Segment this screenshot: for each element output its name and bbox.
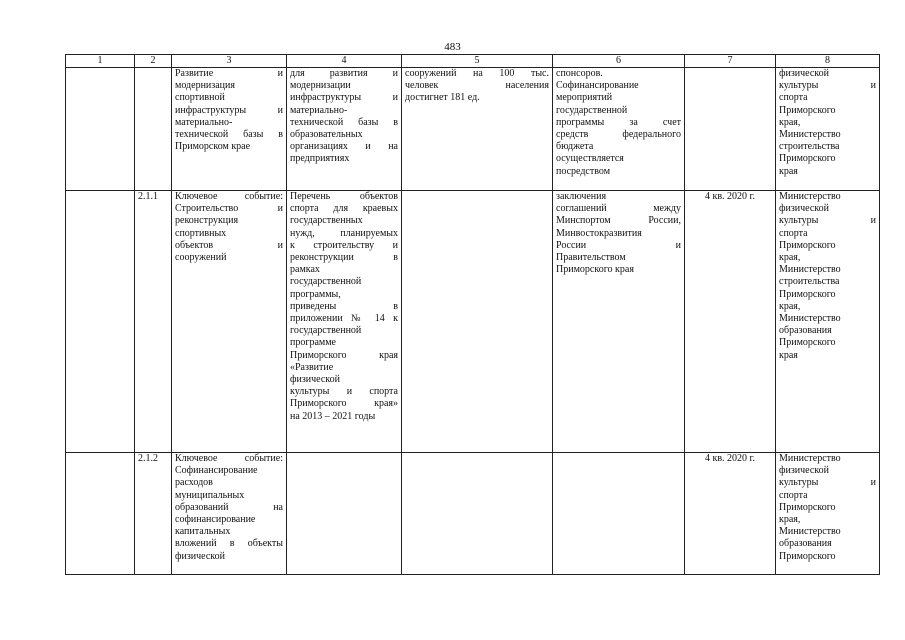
cell-line: к строительству и [290, 239, 398, 251]
table-row [66, 453, 880, 575]
cell-line: Министерство [779, 453, 841, 464]
notes-cell [287, 453, 402, 575]
financing-cell [553, 68, 685, 191]
cell-line: программы, [290, 288, 341, 300]
cell-line: реконструкции в [290, 252, 398, 264]
cell-line: Приморского [779, 153, 836, 165]
cell-line: человек населения [405, 80, 549, 92]
notes-cell [287, 68, 402, 191]
cell-line: строительства [779, 141, 840, 153]
cell-line: Приморского [779, 288, 836, 300]
table-row [66, 191, 880, 453]
cell-line: на 2013 – 2021 годы [290, 410, 376, 422]
cell-line: софинансирование [175, 514, 256, 526]
cell-line: спорта [779, 92, 808, 104]
responsible-cell [776, 68, 880, 191]
cell-line: спорта [779, 489, 808, 501]
cell-line: культуры и [779, 215, 876, 227]
cell-line: Приморского края [556, 264, 634, 276]
cell-line: Приморского края [290, 349, 398, 361]
cell-line: физической [779, 68, 829, 79]
cell-line: вложений в объекты [175, 538, 283, 550]
column-header: 1 [66, 55, 135, 68]
cell-line: образования [779, 538, 832, 550]
cell-line: осуществляется [556, 153, 624, 165]
event-cell [172, 68, 287, 191]
cell-line: Ключевое событие: [175, 453, 283, 464]
cell-line: Софинансирование [175, 465, 258, 477]
cell-line: Приморского [779, 501, 836, 513]
plan-table [65, 54, 880, 575]
cell-line: технической базы в [290, 116, 398, 128]
cell-line: физической [779, 465, 829, 477]
cell-line: края, [779, 514, 801, 526]
cell-line: Перечень объектов [290, 191, 398, 202]
cell-line: Приморского [779, 104, 836, 116]
financing-cell [553, 453, 685, 575]
cell-line: Министерство [779, 313, 841, 325]
cell-line: рамках [290, 264, 320, 276]
cell-line: Приморском крае [175, 141, 251, 153]
cell-line: реконструкция [175, 215, 239, 227]
cell-line: Строительство и [175, 203, 283, 215]
row-number: 2.1.1 [135, 191, 172, 453]
column-header: 2 [135, 55, 172, 68]
cell-line: модернизация [175, 80, 235, 92]
cell-line: организациях и на [290, 141, 398, 153]
column-header: 3 [172, 55, 287, 68]
cell-line: спорта для краевых [290, 203, 398, 215]
cell-line: Развитие и [175, 68, 283, 79]
cell-line: Минспортом России, [556, 215, 681, 227]
indicator-cell [402, 453, 553, 575]
cell-line: края [779, 349, 798, 361]
cell-line: материально- [290, 104, 348, 116]
cell-line: Правительством [556, 252, 626, 264]
cell-line: предприятиях [290, 153, 350, 165]
cell-line: строительства [779, 276, 840, 288]
cell-empty [66, 191, 135, 453]
cell-line: образовательных [290, 129, 363, 141]
page-number: 483 [444, 41, 461, 53]
notes-cell [287, 191, 402, 453]
cell-line: России и [556, 239, 681, 251]
financing-cell [553, 191, 685, 453]
cell-line: капитальных [175, 526, 231, 538]
cell-line: соглашений между [556, 203, 681, 215]
cell-line: «Развитие [290, 361, 334, 373]
cell-line: культуры и [779, 80, 876, 92]
cell-line: спорта [779, 227, 808, 239]
cell-line: края, [779, 252, 801, 264]
cell-line: Министерство [779, 129, 841, 141]
cell-line: программы за счет [556, 116, 681, 128]
cell-line: Министерство [779, 526, 841, 538]
indicator-cell [402, 191, 553, 453]
cell-line: инфраструктуры и [290, 92, 398, 104]
cell-line: образований на [175, 501, 283, 513]
cell-line: посредством [556, 165, 611, 177]
cell-line: Министерство [779, 264, 841, 276]
column-header: 7 [685, 55, 776, 68]
deadline-cell: 4 кв. 2020 г. [685, 191, 776, 453]
cell-line: культуры и [779, 477, 876, 489]
cell-line: государственной [290, 325, 362, 337]
cell-line: расходов [175, 477, 213, 489]
column-number-header [66, 55, 880, 68]
cell-line: Приморского [779, 550, 836, 562]
column-header: 4 [287, 55, 402, 68]
cell-line: физической [175, 550, 225, 562]
table-row [66, 68, 880, 191]
cell-line: Минвостокразвития [556, 227, 642, 239]
cell-line: образования [779, 325, 832, 337]
cell-line: нужд, планируемых [290, 227, 398, 239]
cell-line: края, [779, 300, 801, 312]
cell-line: Министерство [779, 191, 841, 202]
cell-line: государственных [290, 215, 363, 227]
row-number [135, 68, 172, 191]
cell-line: Приморского края» [290, 398, 398, 410]
row-number: 2.1.2 [135, 453, 172, 575]
responsible-cell [776, 453, 880, 575]
deadline-cell [685, 68, 776, 191]
cell-line: программе [290, 337, 336, 349]
cell-line: края [779, 165, 798, 177]
cell-line: модернизации [290, 80, 351, 92]
cell-line: сооружений [175, 252, 227, 264]
cell-line: приложении № 14 к [290, 313, 398, 325]
cell-line: физической [779, 203, 829, 215]
cell-line: инфраструктуры и [175, 104, 283, 116]
cell-line: Приморского [779, 337, 836, 349]
cell-empty [66, 68, 135, 191]
cell-line: заключения [556, 191, 607, 202]
cell-line: физической [290, 374, 340, 386]
event-cell [172, 191, 287, 453]
column-header: 8 [776, 55, 880, 68]
cell-line: технической базы в [175, 129, 283, 141]
cell-empty [66, 453, 135, 575]
cell-line: Ключевое событие: [175, 191, 283, 202]
deadline-cell: 4 кв. 2020 г. [685, 453, 776, 575]
cell-line: сооружений на 100 тыс. [405, 68, 549, 79]
cell-line: спортивной [175, 92, 225, 104]
cell-line: спортивных [175, 227, 227, 239]
cell-line: средств федерального [556, 129, 681, 141]
cell-line: края, [779, 116, 801, 128]
cell-line: бюджета [556, 141, 594, 153]
cell-line: достигнет 181 ед. [405, 92, 480, 104]
column-header: 6 [553, 55, 685, 68]
cell-line: материально- [175, 116, 233, 128]
event-cell [172, 453, 287, 575]
cell-line: Приморского [779, 239, 836, 251]
cell-line: государственной [556, 104, 628, 116]
cell-line: объектов и [175, 239, 283, 251]
indicator-cell [402, 68, 553, 191]
cell-line: приведены в [290, 300, 398, 312]
cell-line: государственной [290, 276, 362, 288]
column-header: 5 [402, 55, 553, 68]
cell-line: спонсоров. [556, 68, 603, 79]
responsible-cell [776, 191, 880, 453]
cell-line: муниципальных [175, 489, 245, 501]
cell-line: для развития и [290, 68, 398, 79]
cell-line: культуры и спорта [290, 386, 398, 398]
cell-line: мероприятий [556, 92, 613, 104]
cell-line: Софинансирование [556, 80, 639, 92]
